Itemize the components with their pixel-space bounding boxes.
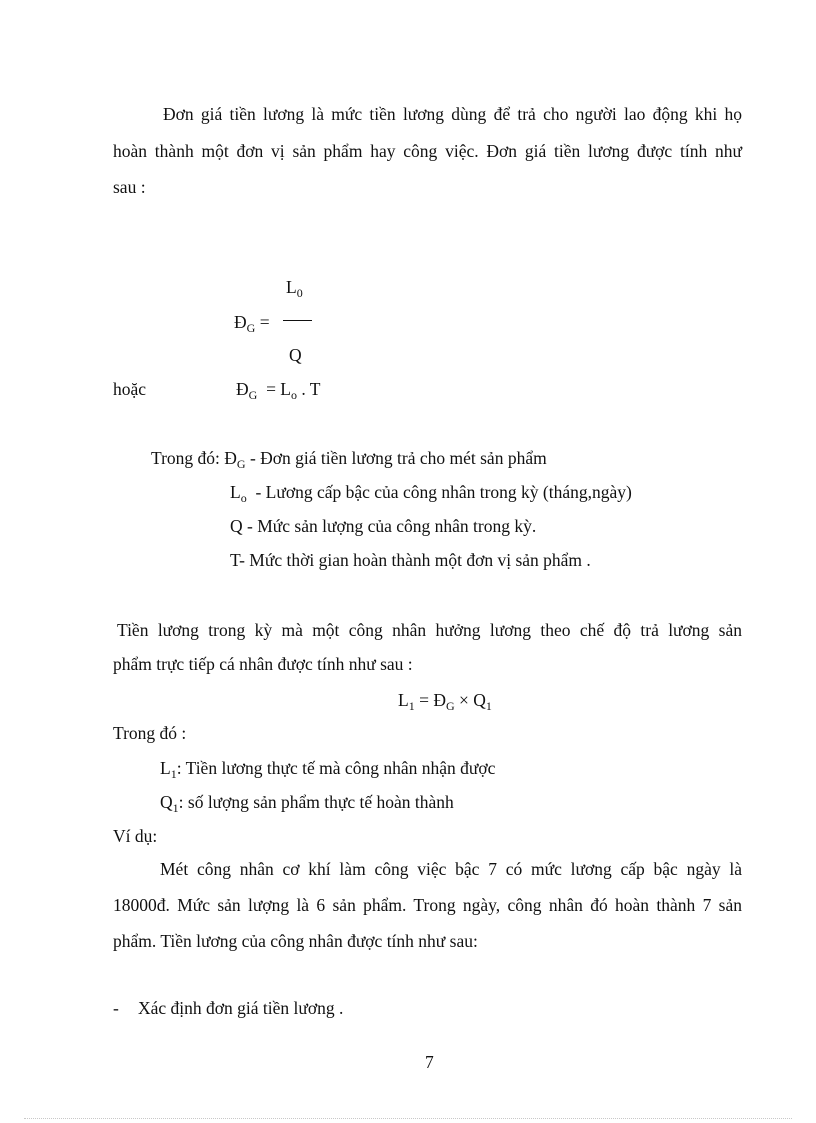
intro-line-1: Đơn giá tiền lương là mức tiền lương dùng để trả cho người lao động khi họ	[163, 104, 742, 124]
formula-denominator: Q	[289, 345, 302, 365]
example-line-3: phẩm. Tiền lương của công nhân được tính như sau:	[113, 931, 478, 951]
definition-l1: $L_1$: Tiền lương thực tế mà công nhân nhận được	[160, 758, 496, 781]
intro-line-2: hoàn thành một đơn vị sản phẩm hay công việc. Đơn giá tiền lương được tính như	[113, 141, 742, 161]
bullet-text: Xác định đơn giá tiền lương .	[138, 998, 344, 1018]
formula-numerator: $L_0$	[286, 277, 303, 300]
intro-line-3: sau :	[113, 177, 146, 197]
fraction-bar	[283, 320, 312, 321]
example-line-2: 18000đ. Mức sản lượng là 6 sản phẩm. Trong ngày, công nhân đó hoàn thành 7 sản	[113, 895, 742, 915]
bullet-dash: -	[113, 998, 119, 1018]
page-number: 7	[425, 1052, 434, 1072]
or-word: hoặc	[113, 379, 147, 399]
section2-line-2: phẩm trực tiếp cá nhân được tính như sau :	[113, 654, 413, 674]
section2-line-1: Tiền lương trong kỳ mà một công nhân hưởng lương theo chế độ trả lương sản	[117, 620, 742, 640]
formula-lhs: $Đ_G$ =	[234, 312, 270, 335]
definition-lo: $L_o$ - Lương cấp bậc của công nhân trong kỳ (tháng,ngày)	[230, 482, 632, 505]
where-label: Trong đó :	[113, 723, 187, 743]
definition-dg: Trong đó: $Đ_G$ - Đơn giá tiền lương trả cho mét sản phẩm	[151, 448, 547, 471]
formula-alt: $Đ_G = L_o$ . T	[236, 379, 321, 402]
definition-q: Q - Mức sản lượng của công nhân trong kỳ.	[230, 516, 537, 536]
definition-q1: $Q_1$: số lượng sản phẩm thực tế hoàn thành	[160, 792, 454, 815]
page-bottom-rule	[24, 1118, 792, 1119]
example-line-1: Mét công nhân cơ khí làm công việc bậc 7 có mức lương cấp bậc ngày là	[160, 859, 742, 879]
formula-l1: $L_1$ = $Đ_G \times Q_1$	[398, 690, 492, 713]
definition-t: T- Mức thời gian hoàn thành một đơn vị sản phẩm .	[230, 550, 591, 570]
example-label: Ví dụ:	[113, 826, 158, 846]
